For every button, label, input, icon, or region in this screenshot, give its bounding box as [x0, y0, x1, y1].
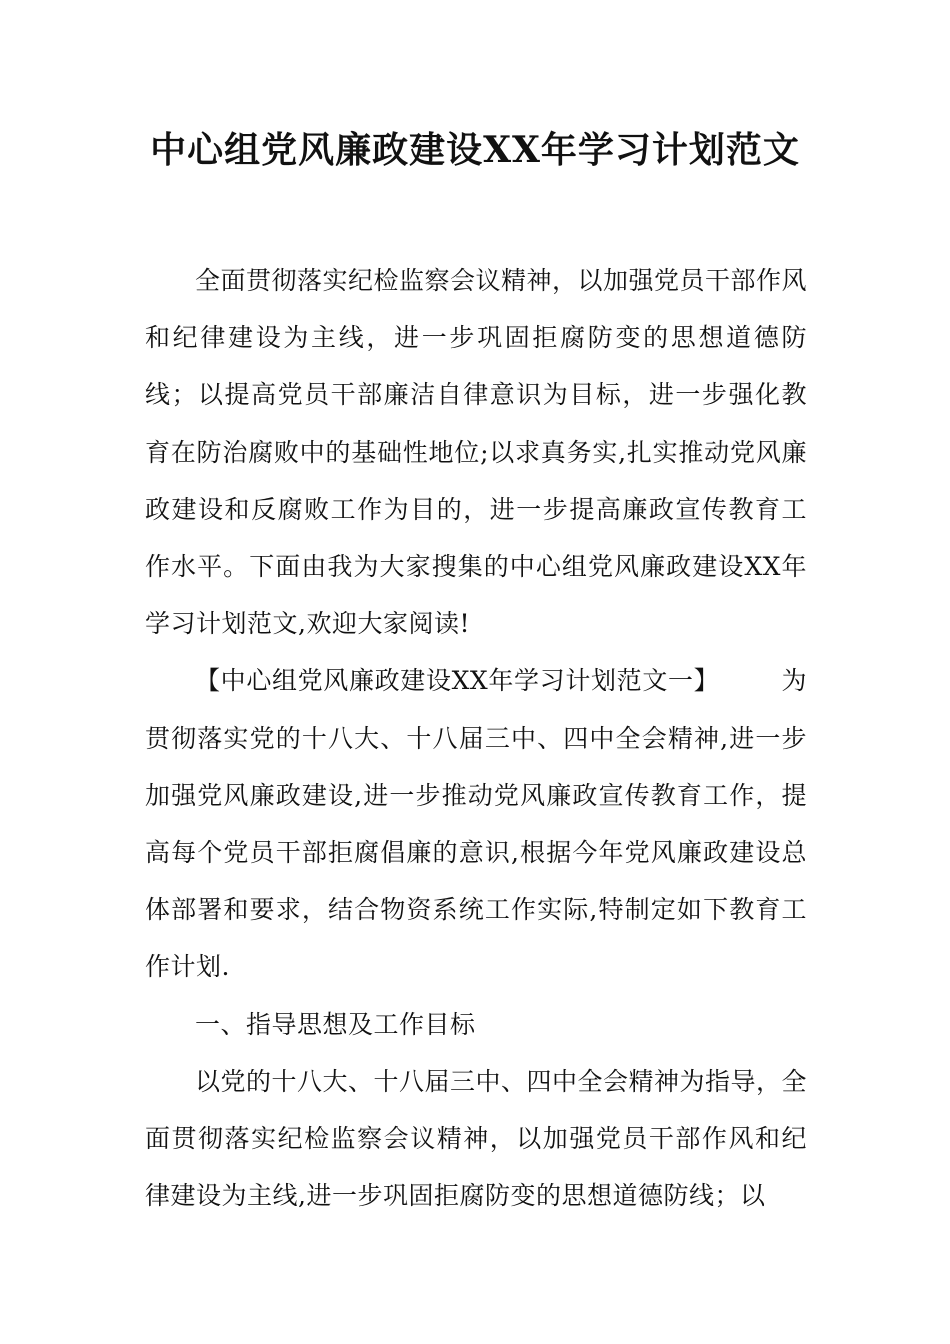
section-one-text: 为贯彻落实党的十八大、十八届三中、四中全会精神,进一步加强党风廉政建设,进一步推动党风廉政宣传教育工作，提高每个党员干部拒腐倡廉的意识,根据今年党风廉政建设总体部署和要求，结合物资系统工作实际,特制定如下教育工作计划. — [145, 666, 807, 982]
section-one-heading: 【中心组党风廉政建设XX年学习计划范文一】 — [195, 666, 720, 696]
document-body — [145, 252, 807, 1224]
guiding-paragraph: 以党的十八大、十八届三中、四中全会精神为指导，全面贯彻落实纪检监察会议精神，以加强党员干部作风和纪律建设为主线,进一步巩固拒腐防变的思想道德防线；以 — [145, 1066, 808, 1211]
document-title: 中心组党风廉政建设XX年学习计划范文 — [150, 129, 800, 171]
subheading-guiding-thought: 一、指导思想及工作目标 — [195, 1009, 476, 1039]
section-one-paragraph — [145, 652, 807, 995]
intro-paragraph: 全面贯彻落实纪检监察会议精神，以加强党员干部作风和纪律建设为主线，进一步巩固拒腐防变的思想道德防线；以提高党员干部廉洁自律意识为目标，进一步强化教育在防治腐败中的基础性地位;以求真务实,扎实推动党风廉政建设和反腐败工作为目的，进一步提高廉政宣传教育工作水平。下面由我为大家搜集的中心组党风廉政建设XX年学习计划范文,欢迎大家阅读! — [145, 266, 808, 639]
